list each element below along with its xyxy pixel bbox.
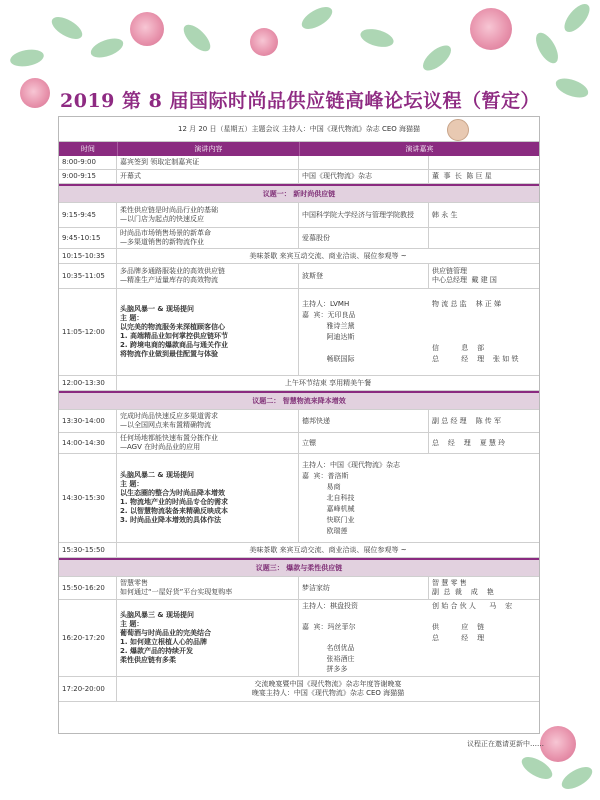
panel-speaker-row (302, 482, 536, 493)
host-line: 12 月 20 日（星期五）主题会议 主持人：中国《现代物流》杂志 CEO 海猫猫 (59, 117, 539, 142)
position-line: 中心总经理 戴 建 国 (432, 276, 497, 284)
content-line: 时尚品市场销售场景的新革命 (120, 229, 211, 237)
panel-speaker-row (302, 504, 536, 515)
time-cell: 16:20-17:20 (59, 600, 117, 676)
position-line: 副 总 裁 成 艳 (432, 588, 494, 596)
panel-topic-line: 主 题： (120, 620, 144, 628)
panel-speaker-row (302, 643, 536, 654)
agenda-table (58, 116, 540, 734)
time-cell: 12:00-13:30 (59, 376, 117, 390)
content-line: 开幕式 (120, 172, 141, 180)
panel-speaker-row (302, 633, 536, 644)
position-line: 韩 永 生 (432, 210, 458, 219)
content-line: —精准生产适量库存的高效物流 (120, 276, 218, 284)
time-cell: 15:50-16:20 (59, 577, 117, 599)
speaker-org: 畅联国际 (302, 355, 355, 363)
page-title: 2019 第 8 届国际时尚品供应链高峰论坛议程（暂定） (60, 90, 540, 112)
panel-speaker-row (302, 354, 536, 365)
speaker-org: 张裕酒庄 (302, 654, 355, 663)
merged-cell: 美味茶歇 来宾互动交流、商业洽谈、展位参观等 ~ (249, 251, 407, 260)
content-line: 嘉宾签到 领取定制嘉宾证 (120, 158, 200, 166)
speaker-org: 北自科技 (302, 493, 355, 502)
speaker-org: 阿迪达斯 (302, 333, 355, 341)
time-cell: 11:05-12:00 (59, 289, 117, 375)
speaker-org: 快联门业 (302, 515, 355, 524)
section-header: 议题三： 爆款与柔性供应链 (59, 558, 539, 577)
org-cell: 德邦快递 (299, 410, 429, 432)
content-line: 柔性供应链是时尚品行业的基础 (120, 206, 218, 214)
panel-speakers (299, 600, 539, 676)
position-cell (429, 264, 539, 288)
time-cell: 10:15-10:35 (59, 249, 117, 263)
speaker-position: 物 流 总 监 林 正 娣 (432, 300, 502, 308)
panel-topic-line: 主 题： (120, 480, 144, 488)
time-cell: 17:20-20:00 (59, 677, 117, 701)
speaker-org: 嘉峰机械 (302, 504, 355, 513)
org-cell: 立镖 (299, 433, 429, 453)
table-row (59, 170, 539, 184)
table-row (59, 577, 539, 600)
table-header (59, 142, 539, 156)
time-cell: 10:35-11:05 (59, 264, 117, 288)
panel-topic (117, 454, 299, 542)
merged-cell: 美味茶歇 来宾互动交流、商业洽谈、展位参观等 ~ (249, 545, 407, 554)
panel-topic-line: 将物流作业做到最佳配置与体验 (120, 350, 218, 358)
table-row (59, 543, 539, 558)
panel-speaker-row (302, 601, 536, 612)
col-speaker: 演讲嘉宾 (405, 145, 434, 153)
merged-line: 交流晚宴暨中国《现代物流》杂志年度答谢晚宴 (254, 680, 402, 688)
content-line: —多渠道销售的新物流作业 (120, 238, 204, 246)
table-row (59, 156, 539, 170)
panel-speakers (299, 289, 539, 375)
position-cell (429, 156, 539, 169)
panel-speaker-row (302, 493, 536, 504)
content-line: —以全国网点来布置精确物流 (120, 421, 211, 429)
table-row (59, 410, 539, 433)
panel-topic-line: 1. 如何建立根植人心的品牌 (120, 638, 207, 646)
content-line: —以门店为起点的快速反应 (120, 215, 204, 223)
panel-topic-line: 3. 时尚品业降本增效的具体作法 (120, 516, 221, 524)
position-cell (429, 410, 539, 432)
speaker-org: 主持人：LVMH (302, 300, 350, 308)
panel-speaker-row (302, 612, 536, 623)
table-row (59, 433, 539, 454)
panel-topic-line: 头脑风暴一 & 现场提问 (120, 305, 194, 313)
time-cell: 9:15-9:45 (59, 203, 117, 227)
panel-speaker-row (302, 471, 536, 482)
speaker-position: 供 应 链 (432, 622, 485, 631)
time-cell: 9:00-9:15 (59, 170, 117, 183)
panel-speaker-row (302, 321, 536, 332)
panel-speaker-row (302, 654, 536, 665)
content-line: —AGV 在时尚品业的应用 (120, 443, 201, 451)
panel-topic-line: 以生态圈的整合为时尚品降本增效 (120, 489, 225, 497)
merged-cell (117, 677, 539, 701)
panel-topic-line: 1. 高端精品业如何掌控供应链环节 (120, 332, 228, 340)
position-line: 董 事 长 陈 巨 星 (432, 172, 492, 180)
content-cell (117, 264, 299, 288)
panel-topic-line: 柔性供应链有多柔 (120, 656, 176, 664)
content-cell (117, 577, 299, 599)
panel-speaker-row (302, 299, 536, 310)
panel-topic (117, 289, 299, 375)
speaker-position: 信 息 部 (432, 344, 485, 352)
panel-speaker-row (302, 526, 536, 537)
speaker-org: 嘉 宾：普洛斯 (302, 471, 349, 480)
table-row (59, 228, 539, 249)
position-cell (429, 433, 539, 453)
table-row (59, 376, 539, 391)
content-line: 任何场地都能快速布置分拣作业 (120, 434, 218, 442)
panel-topic-line: 葡萄酒与时尚品业的完美结合 (120, 629, 211, 637)
org-cell: 波斯登 (299, 264, 429, 288)
content-cell (117, 433, 299, 453)
table-row (59, 264, 539, 289)
section-header: 议题二： 智慧物流来降本增效 (59, 391, 539, 410)
col-content: 演讲内容 (118, 142, 300, 156)
position-line: 供应链管理 (432, 267, 467, 275)
table-row (59, 203, 539, 228)
panel-topic-line: 2. 以智慧物流装备来精确反映成本 (120, 507, 228, 515)
table-row (59, 454, 539, 543)
content-cell (117, 170, 299, 183)
org-cell: 中国科学院大学经济与管理学院教授 (299, 203, 429, 227)
panel-speaker-row (302, 622, 536, 633)
panel-topic-line: 以完美的物流服务来深植顾客信心 (120, 323, 225, 331)
speaker-position: 创 始 合 伙 人 马 宏 (432, 601, 513, 610)
org-cell: 梦洁家纺 (299, 577, 429, 599)
table-row (59, 677, 539, 702)
position-cell (429, 203, 539, 227)
panel-topic-line: 1. 物流地产业的时尚品专仓的需求 (120, 498, 228, 506)
speaker-org: 嘉 宾：玛丝菲尔 (302, 622, 356, 631)
content-line: 完成时尚品快速反应多渠道需求 (120, 412, 218, 420)
speaker-position: 总 经 理 (432, 633, 485, 642)
section-header: 议题一： 新时尚供应链 (59, 184, 539, 203)
content-cell (117, 156, 299, 169)
speaker-org: 嘉 宾：无印良品 (302, 311, 356, 319)
time-cell: 13:30-14:00 (59, 410, 117, 432)
content-line: 多品牌多通路服装业的高效供应链 (120, 267, 225, 275)
position-line: 总 经 理 夏 慧 玲 (432, 438, 506, 447)
position-line: 副 总 经 理 陈 传 军 (432, 416, 502, 425)
panel-topic-line: 主 题： (120, 314, 144, 322)
panel-speaker-row (302, 460, 536, 471)
speaker-org: 易商 (302, 482, 341, 491)
speaker-org: 主持人：棋盘投资 (302, 601, 358, 610)
speaker-org: 主持人：中国《现代物流》杂志 (302, 460, 400, 469)
position-cell (429, 228, 539, 248)
panel-topic-line: 2. 爆款产品的持续开发 (120, 647, 193, 655)
panel-speaker-row (302, 515, 536, 526)
host-avatar (447, 119, 469, 141)
content-line: 如何通过“一屋好货”平台实现复购率 (120, 588, 233, 596)
position-cell (429, 577, 539, 599)
speaker-org: 拼多多 (302, 665, 348, 674)
table-row (59, 249, 539, 264)
merged-cell: 上午环节结束 享用精美午餐 (284, 378, 372, 387)
org-cell: 中国《现代物流》杂志 (299, 170, 429, 183)
time-cell: 14:00-14:30 (59, 433, 117, 453)
panel-speaker-row (302, 310, 536, 321)
org-cell: 爱慕股份 (299, 228, 429, 248)
panel-speakers (299, 454, 539, 542)
time-cell: 9:45-10:15 (59, 228, 117, 248)
panel-topic-line: 头脑风暴三 & 现场提问 (120, 611, 194, 619)
content-cell (117, 228, 299, 248)
panel-speaker-row (302, 332, 536, 343)
time-cell: 14:30-15:30 (59, 454, 117, 542)
merged-line: 晚宴主持人：中国《现代物流》杂志 CEO 海猫猫 (251, 689, 405, 697)
panel-speaker-row (302, 664, 536, 675)
speaker-org: 名创优品 (302, 644, 355, 653)
speaker-position: 总 经 理 张 如 铁 (432, 355, 519, 363)
time-cell: 15:30-15:50 (59, 543, 117, 557)
speaker-org: 欧瑞莲 (302, 526, 348, 535)
col-time: 时间 (59, 142, 118, 156)
position-cell (429, 170, 539, 183)
table-row (59, 289, 539, 376)
table-row (59, 600, 539, 677)
panel-topic-line: 头脑风暴二 & 现场提问 (120, 471, 194, 479)
table-body (59, 156, 539, 702)
footnote: 议程正在邀请更新中…… (467, 740, 544, 748)
time-cell: 8:00-9:00 (59, 156, 117, 169)
panel-speaker-row (302, 343, 536, 354)
position-line: 智 慧 零 售 (432, 579, 467, 587)
content-cell (117, 410, 299, 432)
content-line: 智慧零售 (120, 579, 148, 587)
content-cell (117, 203, 299, 227)
panel-topic-line: 2. 跨境电商的爆款商品与通关作业 (120, 341, 228, 349)
org-cell (299, 156, 429, 169)
speaker-org: 雅诗兰黛 (302, 322, 355, 330)
panel-topic (117, 600, 299, 676)
